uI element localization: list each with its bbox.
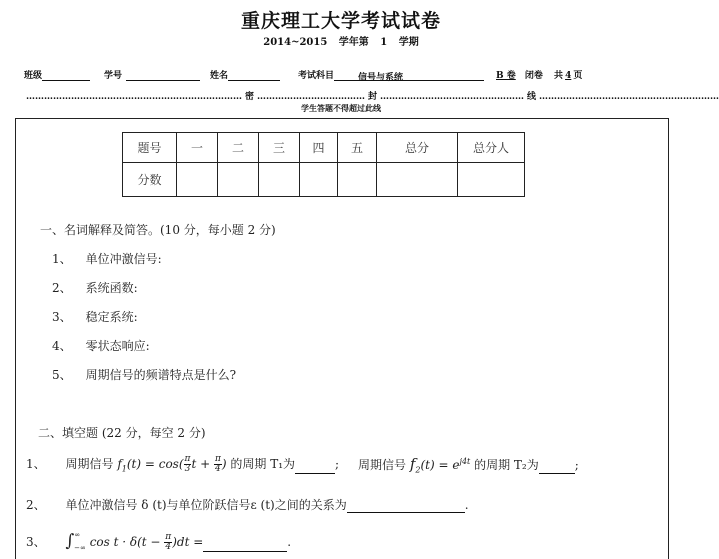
score-header-cell: 二 [218, 133, 259, 163]
subject-blank [334, 70, 484, 81]
score-cell[interactable] [338, 163, 377, 197]
score-header-cell: 三 [259, 133, 300, 163]
student-id-blank[interactable] [126, 70, 200, 81]
name-label: 姓名 [210, 71, 229, 81]
item-number: 3、 [52, 310, 72, 324]
score-cell[interactable] [458, 163, 525, 197]
seal-note: 学生答题不得超过此线 [301, 103, 381, 113]
question-2: 2、 单位冲激信号 δ (t)与单位阶跃信号ε (t)之间的关系为 . [26, 498, 469, 512]
q1b-suffix: 的周期 T₂为 [474, 458, 539, 472]
score-table-header-row [123, 133, 525, 163]
paper-type: B 卷 [496, 71, 516, 81]
sealing-char: 封 [368, 92, 378, 102]
score-cell[interactable] [177, 163, 218, 197]
list-item [52, 250, 162, 267]
class-blank[interactable] [42, 70, 90, 81]
pages-suffix: 页 [573, 71, 583, 81]
q2-answer-blank[interactable] [347, 500, 465, 513]
pages-num: 4 [565, 71, 572, 81]
q2-text: 单位冲激信号 δ (t)与单位阶跃信号ε (t)之间的关系为 [65, 498, 347, 512]
formula-f1: $f_1(t) = \cos$( $\frac{\pi}{3}$ t + $\frac{\pi}{4}$ ) [117, 454, 227, 474]
q1a-text: 周期信号 [65, 457, 114, 471]
subject-label: 考试科目 [298, 71, 335, 81]
q1a-suffix: 的周期 T₁为 [230, 457, 296, 471]
class-field[interactable] [24, 68, 90, 81]
seal-dots-mid2: ………………………………………… [380, 92, 525, 102]
question-number: 1、 [26, 457, 46, 471]
score-row-label: 分数 [123, 163, 177, 197]
section1-title: 一、名词解释及简答。(10 分，每小题 2 分) [40, 223, 276, 237]
item-text: 稳定系统: [85, 310, 138, 324]
semester-number: 1 [380, 37, 388, 48]
seal-dots-mid1: ……………………………… [257, 92, 366, 102]
formula-f2: $f_2(t) = e^{j4t}$ [409, 455, 471, 475]
paper-info [496, 68, 582, 81]
score-header-cell: 总分人 [458, 133, 525, 163]
semester-line [0, 33, 682, 48]
question-number: 2、 [26, 498, 46, 512]
exam-title: 重庆理工大学考试试卷 [240, 10, 441, 32]
item-number: 2、 [52, 281, 72, 295]
seal-line [26, 89, 719, 102]
pages-prefix: 共 [554, 71, 564, 81]
closed-book: 闭卷 [524, 71, 543, 81]
line-char: 线 [527, 92, 537, 102]
subject-value: 信号与系统 [358, 73, 404, 83]
semester-suffix: 学期 [398, 37, 419, 48]
section2-title: 二、填空题 (22 分，每空 2 分) [38, 426, 206, 440]
question-1: 1、 周期信号 $f_1(t) = \cos$( $\frac{\pi}{3}$ t + $\frac{\pi}{4}$ ) 的周期 T₁为 ; [26, 454, 340, 474]
q1b-text: 周期信号 [358, 458, 407, 472]
name-field[interactable] [210, 68, 280, 81]
list-item [52, 366, 236, 383]
score-cell[interactable] [300, 163, 338, 197]
item-number: 4、 [52, 339, 72, 353]
item-number: 5、 [52, 368, 72, 382]
formula-integral: ∫∞−∞ cos t · δ(t − $\frac{\pi}{4}$ )dt = [65, 531, 204, 552]
name-blank[interactable] [228, 70, 280, 81]
item-text: 周期信号的频谱特点是什么? [85, 368, 237, 382]
q1a-answer-blank[interactable] [295, 461, 335, 474]
score-header-cell: 四 [300, 133, 338, 163]
score-header-cell: 总分 [377, 133, 458, 163]
item-text: 零状态响应: [85, 339, 150, 353]
score-table [122, 132, 525, 197]
list-item [52, 308, 138, 325]
item-number: 1、 [52, 252, 72, 266]
subject-field [298, 68, 484, 81]
item-text: 系统函数: [85, 281, 138, 295]
year-range: 2014~2015 [263, 37, 328, 48]
item-text: 单位冲激信号: [85, 252, 162, 266]
score-table-row [123, 163, 525, 197]
question-number: 3、 [26, 535, 46, 549]
list-item [52, 337, 150, 354]
list-item [52, 279, 138, 296]
score-cell[interactable] [218, 163, 259, 197]
question-3: 3、 ∫∞−∞ cos t · δ(t − $\frac{\pi}{4}$ )dt = . [26, 531, 292, 552]
seal-dots-left: ……………………………………………………………… [26, 92, 242, 102]
score-header-cell: 题号 [123, 133, 177, 163]
class-label: 班级 [24, 71, 43, 81]
score-header-cell: 五 [338, 133, 377, 163]
student-id-field[interactable] [104, 68, 200, 81]
seal-char: 密 [245, 92, 255, 102]
score-cell[interactable] [377, 163, 458, 197]
student-id-label: 学号 [104, 71, 123, 81]
seal-dots-right: …………………………………………………… [539, 92, 719, 102]
score-header-cell: 一 [177, 133, 218, 163]
semester-label: 学年第 [338, 37, 369, 48]
score-cell[interactable] [259, 163, 300, 197]
q1b-answer-blank[interactable] [539, 461, 575, 474]
question-1b: 周期信号 $f_2(t) = e^{j4t}$ 的周期 T₂为 ; [358, 455, 579, 475]
q3-answer-blank[interactable] [203, 539, 287, 552]
